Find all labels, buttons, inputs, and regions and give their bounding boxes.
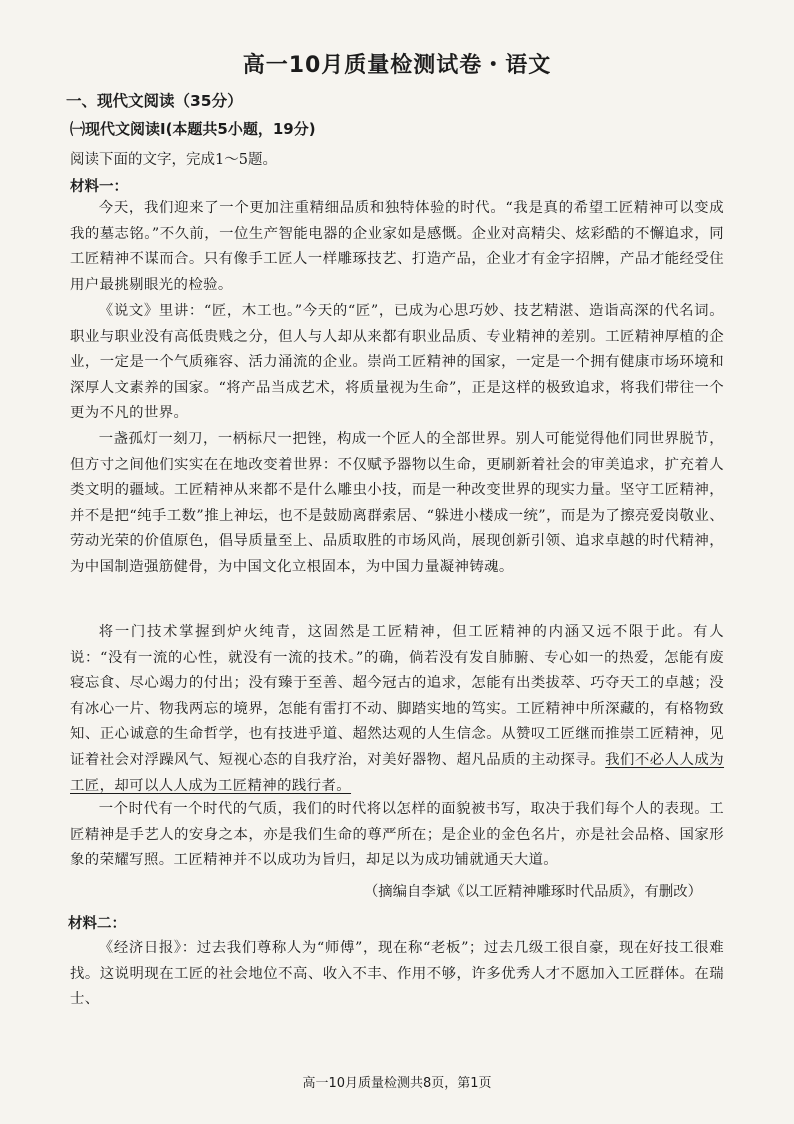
material1-paragraph-2: 《说文》里讲：“匠，木工也。”今天的“匠”，已成为心思巧妙、技艺精湛、造诣高深的代名词。职业与职业没有高低贵贱之分，但人与人却从来都有职业品质、专业精神的差别。工匠精神厚植的企业，一定是一个气质雍容、活力涌流的企业。崇尚工匠精神的国家，一定是一个拥有健康市场环境和深厚人文素养的国家。“将产品当成艺术，将质量视为生命”，正是这样的极致追求，将我们带往一个更为不凡的世界。	[70, 303, 724, 422]
material1-paragraph-4	[70, 620, 724, 799]
material1-paragraph-5: 一个时代有一个时代的气质，我们的时代将以怎样的面貌被书写，取决于我们每个人的表现。工匠精神是手艺人的安身之本，亦是我们生命的尊严所在；是企业的金色名片，亦是社会品格、国家形象的荣耀写照。工匠精神并不以成功为旨归，却足以为成功铺就通天大道。	[70, 801, 724, 869]
instruction-text: 阅读下面的文字，完成1～5题。	[70, 152, 277, 168]
material1-source: （摘编自李斌《以工匠精神雕琢时代品质》，有删改）	[363, 884, 702, 900]
subsection-heading: ㈠现代文阅读Ⅰ(本题共5小题，19分)	[70, 120, 316, 138]
material1-paragraph-3: 一盏孤灯一刻刀，一柄标尺一把锉，构成一个匠人的全部世界。别人可能觉得他们同世界脱节，但方寸之间他们实实在在地改变着世界：不仅赋予器物以生命，更刷新着社会的审美追求，扩充着人类文明的疆域。工匠精神从来都不是什么雕虫小技，而是一种改变世界的现实力量。坚守工匠精神，并不是把“纯手工数”推上神坛，也不是鼓励离群索居、“躲进小楼成一统”，而是为了擦亮爱岗敬业、劳动光荣的价值原色，倡导质量至上、品质取胜的市场风尚，展现创新引领、追求卓越的时代精神，为中国制造强筋健骨，为中国文化立根固本，为中国力量凝神铸魂。	[70, 431, 724, 575]
paragraph-4-main-text: 将一门技术掌握到炉火纯青，这固然是工匠精神，但工匠精神的内涵又远不限于此。有人说：“没有一流的心性，就没有一流的技术。”的确，倘若没有发自肺腑、专心如一的热爱，怎能有废寝忘食、尽心竭力的付出；没有臻于至善、超今冠古的追求，怎能有出类拔萃、巧夺天工的卓越；没有冰心一片、物我两忘的境界，怎能有雷打不动、脚踏实地的笃实。工匠精神中所深藏的，有格物致知、正心诚意的生命哲学，也有技进乎道、超然达观的人生信念。从赞叹工匠继而推崇工匠精神，见证着社会对浮躁风气、短视心态的自我疗治，对美好器物、超凡品质的主动探寻。	[70, 624, 724, 768]
underlined-sentence: 我们不必人人成为工匠，却可以人人成为工匠精神的践行者。	[70, 751, 725, 794]
material2-paragraph-1: 《经济日报》：过去我们尊称人为“师傅”，现在称“老板”；过去几级工很自豪，现在好技工很难找。这说明现在工匠的社会地位不高、收入不丰、作用不够，许多优秀人才不愿加入工匠群体。在瑞士、	[70, 940, 724, 1008]
material2-label: 材料二：	[68, 916, 126, 932]
page-title: 高一10月质量检测试卷・语文	[242, 53, 552, 78]
section-heading: 一、现代文阅读（35分）	[66, 92, 243, 110]
page-footer: 高一10月质量检测共8页，第1页	[302, 1076, 492, 1091]
material1-paragraph-1: 今天，我们迎来了一个更加注重精细品质和独特体验的时代。“我是真的希望工匠精神可以变成我的墓志铭。”不久前，一位生产智能电器的企业家如是感慨。企业对高精尖、炫彩酷的不懈追求，同工匠精神不谋而合。只有像手工匠人一样雕琢技艺、打造产品，企业才有金字招牌，产品才能经受住用户最挑剔眼光的检验。	[70, 200, 724, 293]
material1-label: 材料一：	[70, 179, 128, 195]
